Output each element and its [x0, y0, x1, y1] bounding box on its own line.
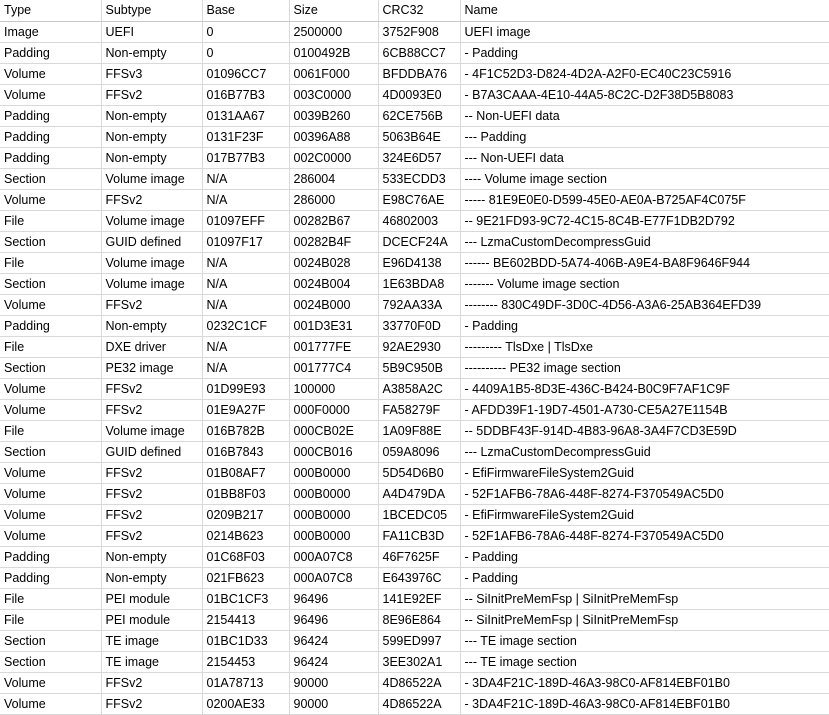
cell-size: 0024B004 — [289, 273, 378, 294]
cell-base: 0232C1CF — [202, 315, 289, 336]
cell-crc32: FA11CB3D — [378, 525, 460, 546]
table-row[interactable] — [0, 336, 829, 357]
table-row[interactable] — [0, 693, 829, 714]
table-row[interactable] — [0, 315, 829, 336]
cell-type: Section — [0, 651, 101, 672]
cell-subtype: PEI module — [101, 609, 202, 630]
cell-name: --- TE image section — [460, 630, 829, 651]
cell-base: 0131F23F — [202, 126, 289, 147]
cell-type: Section — [0, 357, 101, 378]
cell-name: ------ BE602BDD-5A74-406B-A9E4-BA8F9646F944 — [460, 252, 829, 273]
cell-type: File — [0, 609, 101, 630]
cell-size: 0024B000 — [289, 294, 378, 315]
cell-name: -- SiInitPreMemFsp | SiInitPreMemFsp — [460, 609, 829, 630]
cell-size: 96496 — [289, 588, 378, 609]
cell-type: Padding — [0, 546, 101, 567]
cell-base: N/A — [202, 189, 289, 210]
table-body — [0, 21, 829, 714]
table-row[interactable] — [0, 105, 829, 126]
table-row[interactable] — [0, 378, 829, 399]
cell-type: Padding — [0, 567, 101, 588]
cell-crc32: E96D4138 — [378, 252, 460, 273]
cell-type: File — [0, 252, 101, 273]
table-row[interactable] — [0, 504, 829, 525]
cell-name: - EfiFirmwareFileSystem2Guid — [460, 504, 829, 525]
table-row[interactable] — [0, 525, 829, 546]
cell-base: 017B77B3 — [202, 147, 289, 168]
cell-name: --- Non-UEFI data — [460, 147, 829, 168]
table-row[interactable] — [0, 672, 829, 693]
cell-base: N/A — [202, 357, 289, 378]
table-row[interactable] — [0, 357, 829, 378]
cell-base: N/A — [202, 273, 289, 294]
cell-size: 001777C4 — [289, 357, 378, 378]
cell-type: Section — [0, 168, 101, 189]
cell-name: --- TE image section — [460, 651, 829, 672]
cell-crc32: 059A8096 — [378, 441, 460, 462]
cell-name: -------- 830C49DF-3D0C-4D56-A3A6-25AB364EFD39 — [460, 294, 829, 315]
cell-crc32: 4D86522A — [378, 693, 460, 714]
cell-crc32: 5063B64E — [378, 126, 460, 147]
cell-base: 01A78713 — [202, 672, 289, 693]
cell-size: 100000 — [289, 378, 378, 399]
cell-type: Volume — [0, 294, 101, 315]
cell-base: 021FB623 — [202, 567, 289, 588]
cell-subtype: TE image — [101, 651, 202, 672]
cell-name: - 3DA4F21C-189D-46A3-98C0-AF814EBF01B0 — [460, 672, 829, 693]
header-row — [0, 0, 829, 21]
table-row[interactable] — [0, 420, 829, 441]
cell-name: ------- Volume image section — [460, 273, 829, 294]
cell-name: ---------- PE32 image section — [460, 357, 829, 378]
cell-crc32: 6CB88CC7 — [378, 42, 460, 63]
cell-base: N/A — [202, 294, 289, 315]
cell-subtype: GUID defined — [101, 231, 202, 252]
cell-type: Section — [0, 231, 101, 252]
cell-crc32: 4D0093E0 — [378, 84, 460, 105]
cell-subtype: Volume image — [101, 273, 202, 294]
table-row[interactable] — [0, 168, 829, 189]
cell-crc32: DCECF24A — [378, 231, 460, 252]
cell-subtype: Volume image — [101, 210, 202, 231]
cell-subtype: Non-empty — [101, 105, 202, 126]
column-header-name[interactable]: Name — [460, 0, 829, 21]
table-row[interactable] — [0, 189, 829, 210]
cell-base: N/A — [202, 168, 289, 189]
cell-subtype: FFSv2 — [101, 84, 202, 105]
cell-crc32: E98C76AE — [378, 189, 460, 210]
cell-size: 96424 — [289, 630, 378, 651]
cell-size: 000CB02E — [289, 420, 378, 441]
column-header-subtype[interactable]: Subtype — [101, 0, 202, 21]
cell-size: 000A07C8 — [289, 546, 378, 567]
cell-name: --------- TlsDxe | TlsDxe — [460, 336, 829, 357]
table-row[interactable] — [0, 126, 829, 147]
cell-size: 90000 — [289, 672, 378, 693]
cell-crc32: 5B9C950B — [378, 357, 460, 378]
cell-subtype: FFSv2 — [101, 462, 202, 483]
cell-crc32: 1BCEDC05 — [378, 504, 460, 525]
cell-type: Padding — [0, 42, 101, 63]
cell-name: -- SiInitPreMemFsp | SiInitPreMemFsp — [460, 588, 829, 609]
cell-name: - Padding — [460, 567, 829, 588]
cell-base: 01C68F03 — [202, 546, 289, 567]
cell-name: - Padding — [460, 315, 829, 336]
cell-subtype: Non-empty — [101, 546, 202, 567]
cell-crc32: 792AA33A — [378, 294, 460, 315]
cell-name: --- LzmaCustomDecompressGuid — [460, 441, 829, 462]
cell-name: - 4409A1B5-8D3E-436C-B424-B0C9F7AF1C9F — [460, 378, 829, 399]
cell-subtype: DXE driver — [101, 336, 202, 357]
cell-crc32: BFDDBA76 — [378, 63, 460, 84]
column-header-base[interactable]: Base — [202, 0, 289, 21]
cell-base: 0209B217 — [202, 504, 289, 525]
cell-subtype: GUID defined — [101, 441, 202, 462]
cell-size: 000F0000 — [289, 399, 378, 420]
cell-base: 0 — [202, 42, 289, 63]
cell-subtype: TE image — [101, 630, 202, 651]
cell-subtype: Volume image — [101, 420, 202, 441]
table-row[interactable] — [0, 147, 829, 168]
table-row[interactable] — [0, 588, 829, 609]
cell-size: 90000 — [289, 693, 378, 714]
cell-base: 016B77B3 — [202, 84, 289, 105]
cell-subtype: PEI module — [101, 588, 202, 609]
cell-base: 01E9A27F — [202, 399, 289, 420]
cell-crc32: 141E92EF — [378, 588, 460, 609]
table-row[interactable] — [0, 630, 829, 651]
cell-type: Volume — [0, 525, 101, 546]
cell-name: - EfiFirmwareFileSystem2Guid — [460, 462, 829, 483]
cell-size: 286000 — [289, 189, 378, 210]
table-header — [0, 0, 829, 21]
cell-size: 0100492B — [289, 42, 378, 63]
cell-type: Volume — [0, 378, 101, 399]
cell-type: Section — [0, 441, 101, 462]
cell-base: 2154453 — [202, 651, 289, 672]
cell-base: 01D99E93 — [202, 378, 289, 399]
cell-size: 003C0000 — [289, 84, 378, 105]
cell-crc32: 1E63BDA8 — [378, 273, 460, 294]
cell-type: Volume — [0, 693, 101, 714]
cell-type: Padding — [0, 126, 101, 147]
table-row[interactable] — [0, 462, 829, 483]
cell-crc32: A4D479DA — [378, 483, 460, 504]
cell-base: 01B08AF7 — [202, 462, 289, 483]
cell-size: 0039B260 — [289, 105, 378, 126]
table-row[interactable] — [0, 21, 829, 42]
cell-name: - Padding — [460, 42, 829, 63]
cell-base: N/A — [202, 336, 289, 357]
cell-name: --- Padding — [460, 126, 829, 147]
table-row[interactable] — [0, 483, 829, 504]
cell-base: 0131AA67 — [202, 105, 289, 126]
cell-crc32: FA58279F — [378, 399, 460, 420]
cell-base: 2154413 — [202, 609, 289, 630]
cell-type: File — [0, 336, 101, 357]
cell-name: - 52F1AFB6-78A6-448F-8274-F370549AC5D0 — [460, 483, 829, 504]
cell-size: 001777FE — [289, 336, 378, 357]
cell-crc32: 599ED997 — [378, 630, 460, 651]
cell-subtype: FFSv2 — [101, 399, 202, 420]
table-row[interactable] — [0, 63, 829, 84]
column-header-type[interactable]: Type — [0, 0, 101, 21]
cell-size: 000B0000 — [289, 483, 378, 504]
cell-subtype: FFSv2 — [101, 693, 202, 714]
cell-type: Volume — [0, 63, 101, 84]
column-header-size[interactable]: Size — [289, 0, 378, 21]
cell-type: Volume — [0, 504, 101, 525]
cell-type: File — [0, 210, 101, 231]
cell-size: 2500000 — [289, 21, 378, 42]
cell-subtype: FFSv2 — [101, 294, 202, 315]
cell-subtype: Non-empty — [101, 126, 202, 147]
cell-name: - 52F1AFB6-78A6-448F-8274-F370549AC5D0 — [460, 525, 829, 546]
table-row[interactable] — [0, 609, 829, 630]
cell-type: File — [0, 588, 101, 609]
cell-crc32: 8E96E864 — [378, 609, 460, 630]
cell-name: ---- Volume image section — [460, 168, 829, 189]
cell-type: Volume — [0, 462, 101, 483]
column-header-crc32[interactable]: CRC32 — [378, 0, 460, 21]
table-row[interactable] — [0, 567, 829, 588]
cell-size: 000B0000 — [289, 462, 378, 483]
table-row[interactable] — [0, 294, 829, 315]
cell-name: - 4F1C52D3-D824-4D2A-A2F0-EC40C23C5916 — [460, 63, 829, 84]
cell-subtype: FFSv2 — [101, 378, 202, 399]
cell-size: 0024B028 — [289, 252, 378, 273]
cell-crc32: 4D86522A — [378, 672, 460, 693]
cell-base: 01BC1CF3 — [202, 588, 289, 609]
cell-type: Volume — [0, 84, 101, 105]
cell-crc32: E643976C — [378, 567, 460, 588]
cell-size: 0061F000 — [289, 63, 378, 84]
cell-subtype: FFSv2 — [101, 483, 202, 504]
cell-size: 00282B4F — [289, 231, 378, 252]
cell-crc32: 324E6D57 — [378, 147, 460, 168]
cell-size: 96496 — [289, 609, 378, 630]
cell-base: 0200AE33 — [202, 693, 289, 714]
cell-size: 002C0000 — [289, 147, 378, 168]
table-row[interactable] — [0, 252, 829, 273]
cell-size: 000A07C8 — [289, 567, 378, 588]
cell-type: Padding — [0, 315, 101, 336]
cell-name: -- Non-UEFI data — [460, 105, 829, 126]
cell-type: Padding — [0, 105, 101, 126]
cell-type: Volume — [0, 483, 101, 504]
cell-base: 01BB8F03 — [202, 483, 289, 504]
cell-crc32: A3858A2C — [378, 378, 460, 399]
cell-crc32: 533ECDD3 — [378, 168, 460, 189]
cell-crc32: 5D54D6B0 — [378, 462, 460, 483]
cell-subtype: Volume image — [101, 252, 202, 273]
cell-subtype: FFSv2 — [101, 504, 202, 525]
cell-crc32: 62CE756B — [378, 105, 460, 126]
cell-base: 016B782B — [202, 420, 289, 441]
cell-type: Volume — [0, 189, 101, 210]
cell-subtype: Volume image — [101, 168, 202, 189]
cell-subtype: Non-empty — [101, 147, 202, 168]
cell-crc32: 3752F908 — [378, 21, 460, 42]
cell-crc32: 33770F0D — [378, 315, 460, 336]
cell-base: 0 — [202, 21, 289, 42]
cell-crc32: 3EE302A1 — [378, 651, 460, 672]
cell-name: -- 9E21FD93-9C72-4C15-8C4B-E77F1DB2D792 — [460, 210, 829, 231]
cell-name: UEFI image — [460, 21, 829, 42]
cell-size: 00282B67 — [289, 210, 378, 231]
cell-subtype: FFSv2 — [101, 525, 202, 546]
cell-size: 96424 — [289, 651, 378, 672]
table-row[interactable] — [0, 651, 829, 672]
table-row[interactable] — [0, 42, 829, 63]
table-row[interactable] — [0, 399, 829, 420]
cell-size: 00396A88 — [289, 126, 378, 147]
cell-name: ----- 81E9E0E0-D599-45E0-AE0A-B725AF4C075F — [460, 189, 829, 210]
cell-subtype: Non-empty — [101, 42, 202, 63]
cell-type: Padding — [0, 147, 101, 168]
cell-base: 0214B623 — [202, 525, 289, 546]
cell-crc32: 46F7625F — [378, 546, 460, 567]
cell-base: 01BC1D33 — [202, 630, 289, 651]
cell-subtype: UEFI — [101, 21, 202, 42]
table-row[interactable] — [0, 84, 829, 105]
cell-name: - B7A3CAAA-4E10-44A5-8C2C-D2F38D5B8083 — [460, 84, 829, 105]
cell-type: Volume — [0, 672, 101, 693]
cell-subtype: PE32 image — [101, 357, 202, 378]
cell-subtype: Non-empty — [101, 567, 202, 588]
cell-subtype: FFSv2 — [101, 189, 202, 210]
cell-name: --- LzmaCustomDecompressGuid — [460, 231, 829, 252]
cell-type: File — [0, 420, 101, 441]
cell-name: -- 5DDBF43F-914D-4B83-96A8-3A4F7CD3E59D — [460, 420, 829, 441]
cell-subtype: FFSv3 — [101, 63, 202, 84]
table-row[interactable] — [0, 231, 829, 252]
cell-size: 000B0000 — [289, 504, 378, 525]
cell-type: Section — [0, 630, 101, 651]
cell-size: 286004 — [289, 168, 378, 189]
table-row[interactable] — [0, 210, 829, 231]
cell-crc32: 46802003 — [378, 210, 460, 231]
cell-size: 000B0000 — [289, 525, 378, 546]
cell-type: Volume — [0, 399, 101, 420]
cell-name: - Padding — [460, 546, 829, 567]
cell-crc32: 1A09F88E — [378, 420, 460, 441]
cell-base: 01097EFF — [202, 210, 289, 231]
cell-base: 016B7843 — [202, 441, 289, 462]
cell-subtype: FFSv2 — [101, 672, 202, 693]
cell-name: - 3DA4F21C-189D-46A3-98C0-AF814EBF01B0 — [460, 693, 829, 714]
cell-name: - AFDD39F1-19D7-4501-A730-CE5A27E1154B — [460, 399, 829, 420]
cell-size: 001D3E31 — [289, 315, 378, 336]
cell-base: N/A — [202, 252, 289, 273]
cell-base: 01097F17 — [202, 231, 289, 252]
cell-type: Image — [0, 21, 101, 42]
table-row[interactable] — [0, 441, 829, 462]
table-row[interactable] — [0, 546, 829, 567]
cell-type: Section — [0, 273, 101, 294]
cell-base: 01096CC7 — [202, 63, 289, 84]
table-row[interactable] — [0, 273, 829, 294]
cell-size: 000CB016 — [289, 441, 378, 462]
cell-subtype: Non-empty — [101, 315, 202, 336]
cell-crc32: 92AE2930 — [378, 336, 460, 357]
